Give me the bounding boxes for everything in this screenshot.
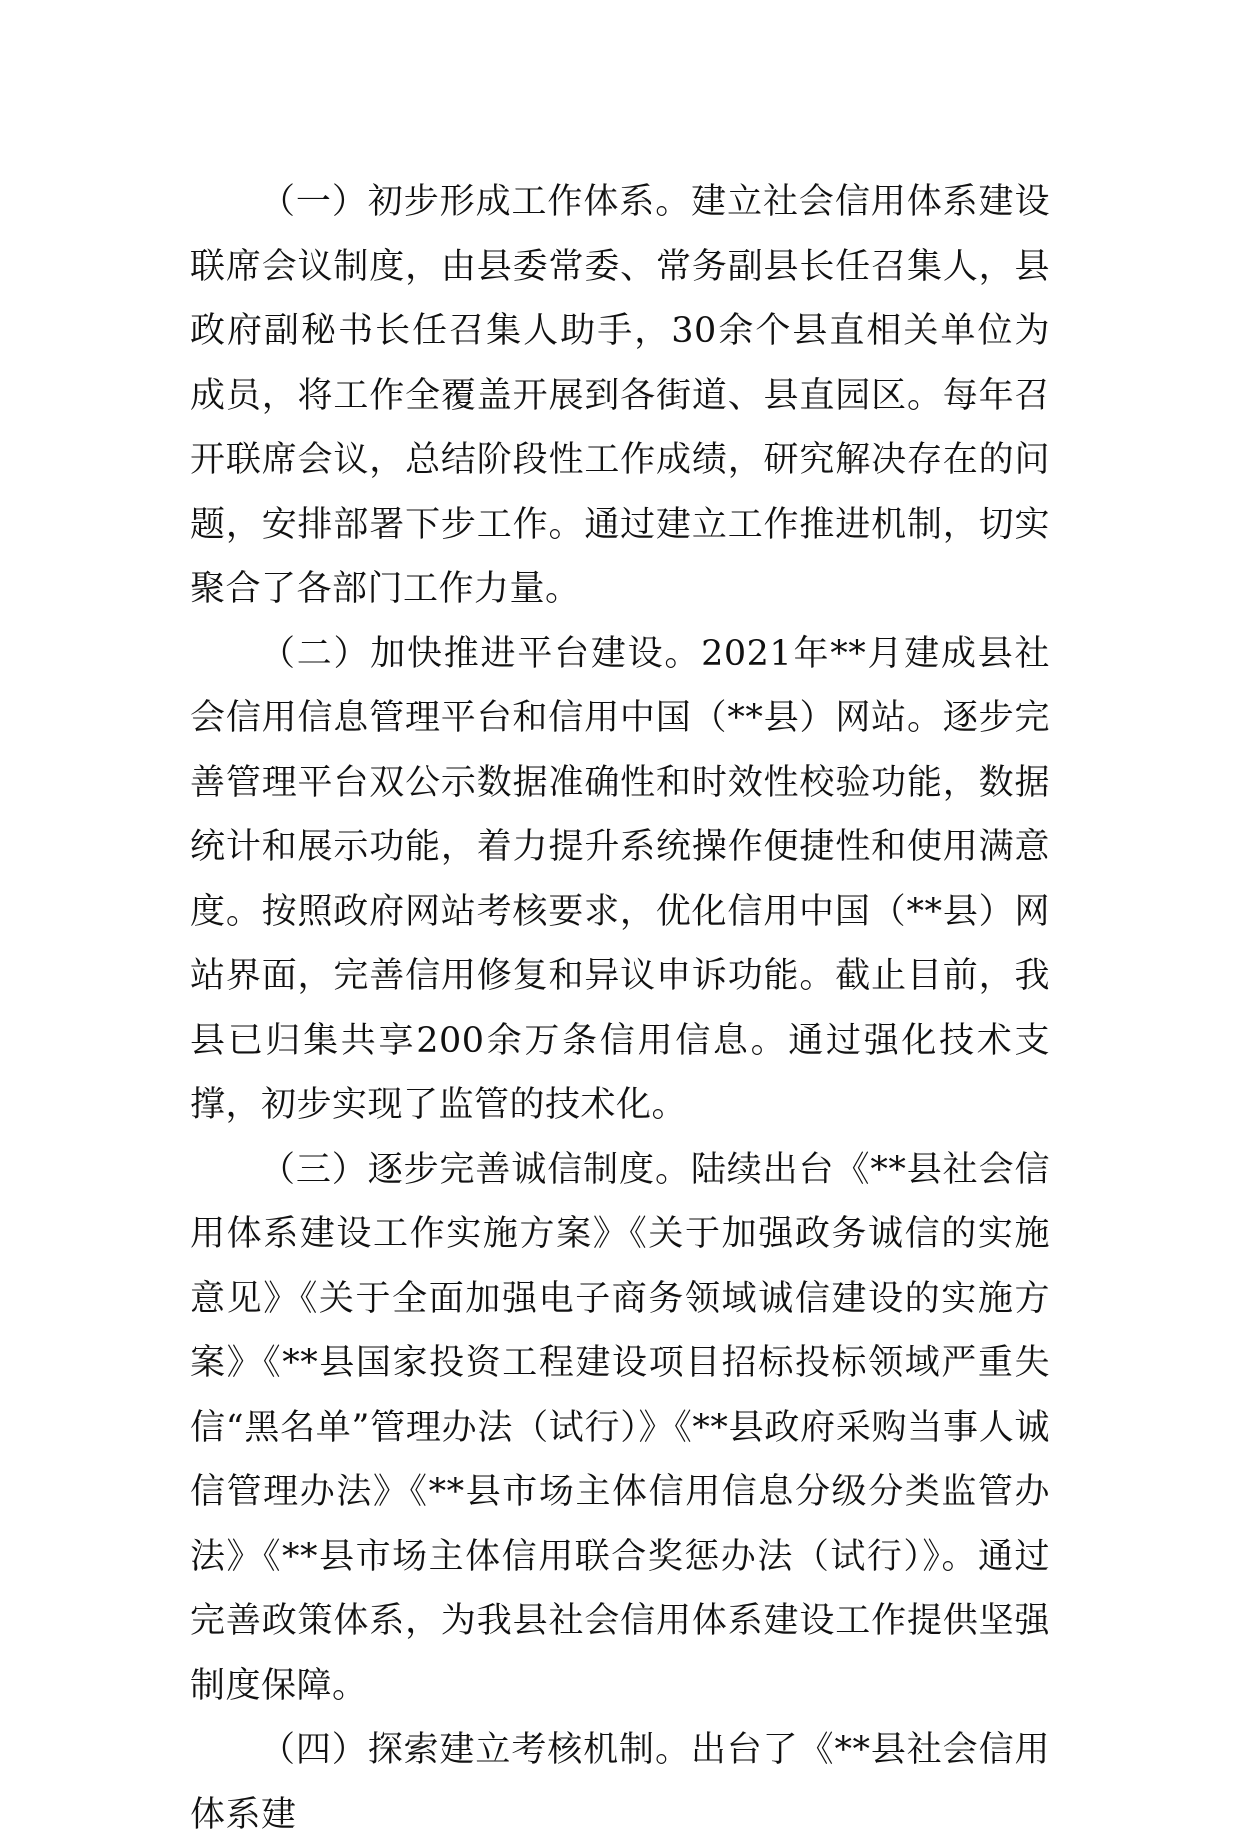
paragraph-assessment-mechanism: （四）探索建立考核机制。出台了《**县社会信用体系建 xyxy=(190,1730,1050,1835)
paragraph-work-system: （一）初步形成工作体系。建立社会信用体系建设联席会议制度，由县委常委、常务副县长任召集人，县政府副秘书长任召集人助手，30余个县直相关单位为成员，将工作全覆盖开展到各街道、县直园区。每年召开联席会议，总结阶段性工作成绩，研究解决存在的问题，安排部署下步工作。通过建立工作推进机制，切实聚合了各部门工作力量。 xyxy=(190,182,1050,609)
paragraph-platform-building: （二）加快推进平台建设。2021年**月建成县社会信用信息管理平台和信用中国（**县）网站。逐步完善管理平台双公示数据准确性和时效性校验功能，数据统计和展示功能，着力提升系统操作便捷性和使用满意度。按照政府网站考核要求，优化信用中国（**县）网站界面，完善信用修复和异议申诉功能。截止目前，我县已归集共享200余万条信用信息。通过强化技术支撑，初步实现了监管的技术化。 xyxy=(190,633,1050,1125)
paragraph-integrity-system: （三）逐步完善诚信制度。陆续出台《**县社会信用体系建设工作实施方案》《关于加强政务诚信的实施意见》《关于全面加强电子商务领域诚信建设的实施方案》《**县国家投资工程建设项目招标投标领域严重失信“黑名单”管理办法（试行）》《**县政府采购当事人诚信管理办法》《**县市场主体信用信息分级分类监管办法》《**县市场主体信用联合奖惩办法（试行）》。通过完善政策体系，为我县社会信用体系建设工作提供坚强制度保障。 xyxy=(190,1149,1050,1706)
